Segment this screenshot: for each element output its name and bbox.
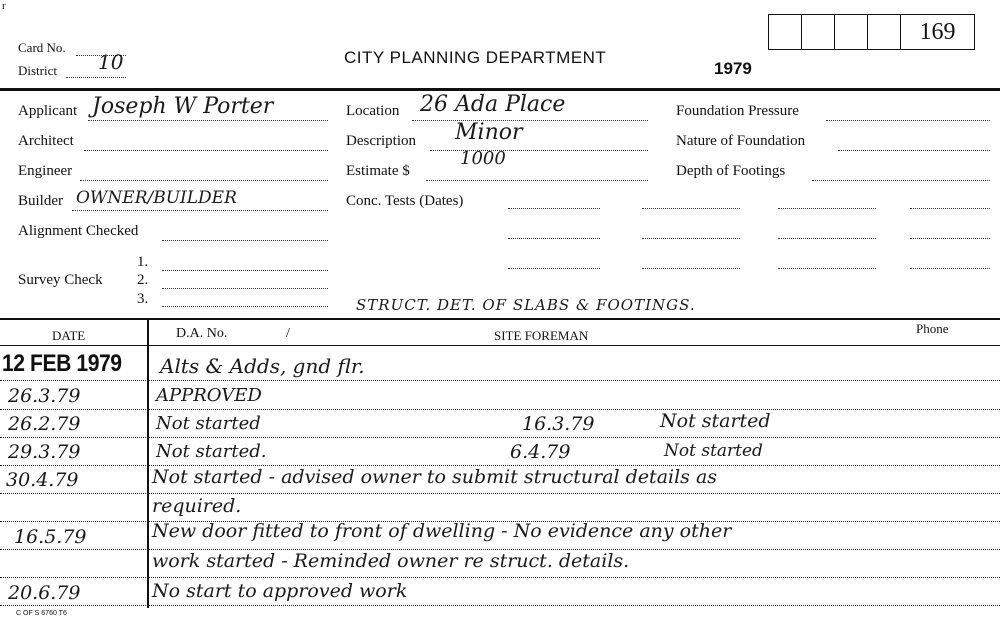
log-date: 20.6.79 [8,582,81,604]
log-date: 29.3.79 [8,441,81,463]
log-header-site-foreman: SITE FOREMAN [494,328,589,343]
log-header-da-no: D.A. No. [176,326,228,341]
conc-line-2b [642,238,740,239]
survey-item-1: 1. [137,254,149,270]
survey-item-2: 2. [137,272,149,288]
engineer-line [80,180,328,181]
location-value: 26 Ada Place [420,92,566,117]
survey-line-2 [162,288,328,289]
location-line [412,120,648,121]
conc-line-1b [642,208,740,209]
department-title: CITY PLANNING DEPARTMENT [344,48,607,67]
nature-foundation-line [838,150,990,151]
number-cell [802,15,835,49]
log-date: 16.5.79 [14,526,87,548]
log-entry: Not started [156,413,261,434]
log-date-stamp: 12 FEB 1979 [2,350,122,377]
number-cell [868,15,901,49]
architect-line [84,150,328,151]
district-value: 10 [98,50,124,74]
row-line [0,380,1000,381]
location-label: Location [346,103,400,119]
conc-line-1c [778,208,876,209]
log-entry: New door fitted to front of dwelling - No evidence any other [152,520,732,542]
survey-note: STRUCT. DET. OF SLABS & FOOTINGS. [356,296,696,314]
foundation-pressure-label: Foundation Pressure [676,103,799,119]
log-entry: Alts & Adds, gnd flr. [160,354,365,378]
conc-line-1d [910,208,990,209]
conc-line-2a [508,238,600,239]
card-no-label: Card No. [18,40,66,55]
depth-footings-line [812,180,990,181]
engineer-label: Engineer [18,163,73,179]
survey-line-3 [162,306,328,307]
log-date-2: 16.3.79 [522,413,595,435]
applicant-line [88,120,328,121]
log-header-date: DATE [52,328,86,343]
depth-footings-label: Depth of Footings [676,163,786,179]
log-entry: work started - Reminded owner re struct. details. [152,550,630,572]
conc-line-3a [508,268,600,269]
conc-line-2d [910,238,990,239]
conc-line-2c [778,238,876,239]
conc-line-3b [642,268,740,269]
log-header-rule [0,345,1000,346]
district-line [66,77,126,78]
conc-line-3d [910,268,990,269]
row-line [0,437,1000,438]
log-date: 26.3.79 [8,385,81,407]
district-label: District [18,63,57,78]
log-entry: APPROVED [156,385,262,406]
log-top-rule [0,318,1000,320]
number-cell [835,15,868,49]
row-line [0,577,1000,578]
description-value: Minor [455,120,523,145]
log-entry: required. [152,495,242,517]
row-line [0,605,1000,606]
foundation-pressure-line [826,120,990,121]
builder-line [72,210,328,211]
estimate-value: 1000 [460,148,506,169]
corner-mark: r [2,0,6,12]
conc-line-3c [778,268,876,269]
builder-value: OWNER/BUILDER [76,188,237,208]
log-entry: No start to approved work [152,580,408,602]
card-number-box [768,14,975,50]
footer-form-code: C OF S 6760 T6 [16,610,67,617]
log-date: 26.2.79 [8,413,81,435]
estimate-line [426,180,648,181]
estimate-label: Estimate $ [346,163,410,179]
log-date: 30.4.79 [6,469,79,491]
conc-line-1a [508,208,600,209]
card-number: 169 [919,19,956,45]
log-date-2: 6.4.79 [510,441,571,463]
nature-foundation-label: Nature of Foundation [676,133,806,149]
conc-tests-label: Conc. Tests (Dates) [346,193,464,209]
number-cell [769,15,802,49]
builder-label: Builder [18,193,63,209]
row-line [0,409,1000,410]
log-entry-2: Not started [664,441,763,461]
row-line [0,493,1000,494]
description-label: Description [346,133,416,149]
applicant-label: Applicant [18,103,78,119]
log-header-slash: / [286,326,290,341]
alignment-label: Alignment Checked [18,223,139,239]
survey-line-1 [162,270,328,271]
architect-label: Architect [18,133,74,149]
top-rule [0,88,1000,91]
year: 1979 [714,59,752,78]
log-header-phone: Phone [916,321,949,336]
date-column-divider [147,320,149,608]
log-entry: Not started. [156,441,267,462]
log-entry: Not started - advised owner to submit structural details as [152,466,718,488]
log-entry-2: Not started [660,410,771,432]
survey-label: Survey Check [18,272,103,288]
alignment-line [162,240,328,241]
applicant-value: Joseph W Porter [92,94,274,119]
survey-item-3: 3. [137,291,149,307]
